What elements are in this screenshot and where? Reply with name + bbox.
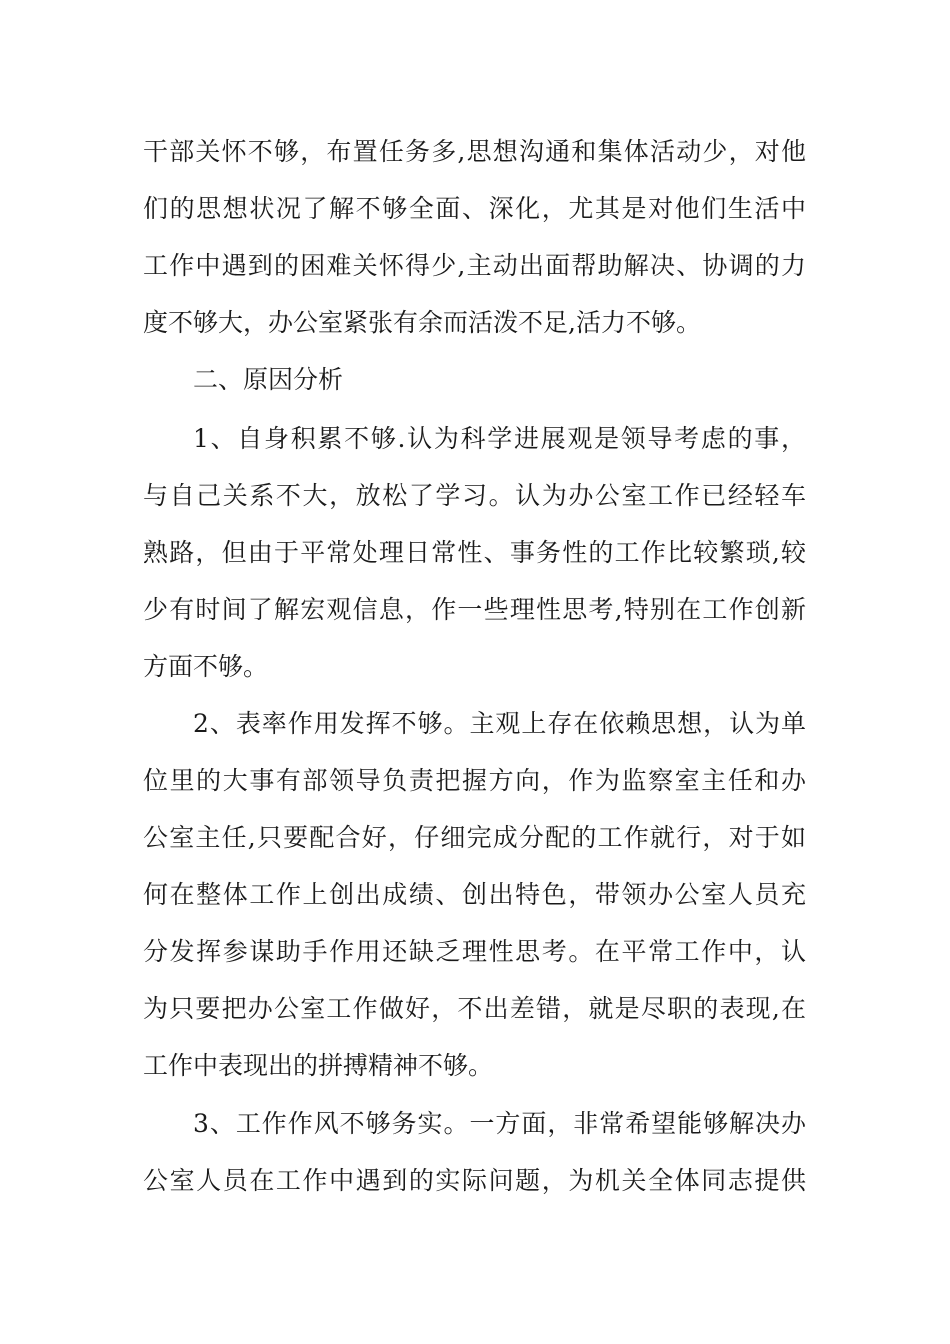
text-line: 熟路，但由于平常处理日常性、事务性的工作比较繁琐,较: [143, 538, 806, 567]
text-line: 为只要把办公室工作做好，不出差错，就是尽职的表现,在: [143, 994, 806, 1023]
text-line: 公室人员在工作中遇到的实际问题，为机关全体同志提供: [143, 1166, 806, 1195]
text-line: 工作中遇到的困难关怀得少,主动出面帮助解决、协调的力: [143, 251, 806, 280]
text-line: 何在整体工作上创出成绩、创出特色，带领办公室人员充: [143, 880, 806, 909]
text-line: 少有时间了解宏观信息，作一些理性思考,特别在工作创新: [143, 595, 806, 624]
text-line: 们的思想状况了解不够全面、深化，尤其是对他们生活中: [143, 194, 806, 223]
paragraph-3-work-style: [143, 1095, 806, 1209]
text-line: 方面不够。: [143, 652, 269, 681]
text-line: 干部关怀不够，布置任务多,思想沟通和集体活动少，对他: [143, 137, 806, 166]
text-line: 度不够大，办公室紧张有余而活泼不足,活力不够。: [143, 308, 701, 337]
text-line: 与自己关系不大，放松了学习。认为办公室工作已经轻车: [143, 481, 806, 510]
text-line: 1、自身积累不够.认为科学进展观是领导考虑的事，: [193, 424, 806, 453]
paragraph-cadre-care: [143, 123, 806, 351]
section-heading-cause-analysis: [143, 351, 806, 408]
text-line: 3、工作作风不够务实。一方面，非常希望能够解决办: [193, 1109, 806, 1138]
paragraph-1-accumulation: [143, 410, 806, 695]
text-line: 工作中表现出的拼搏精神不够。: [143, 1051, 494, 1080]
text-line: 位里的大事有部领导负责把握方向，作为监察室主任和办: [143, 766, 806, 795]
text-line: 分发挥参谋助手作用还缺乏理性思考。在平常工作中，认: [143, 937, 806, 966]
text-line: 公室主任,只要配合好，仔细完成分配的工作就行，对于如: [143, 823, 806, 852]
text-line: 2、表率作用发挥不够。主观上存在依赖思想，认为单: [193, 709, 806, 738]
paragraph-2-leadership: [143, 695, 806, 1094]
section-heading: 二、原因分析: [193, 365, 344, 394]
